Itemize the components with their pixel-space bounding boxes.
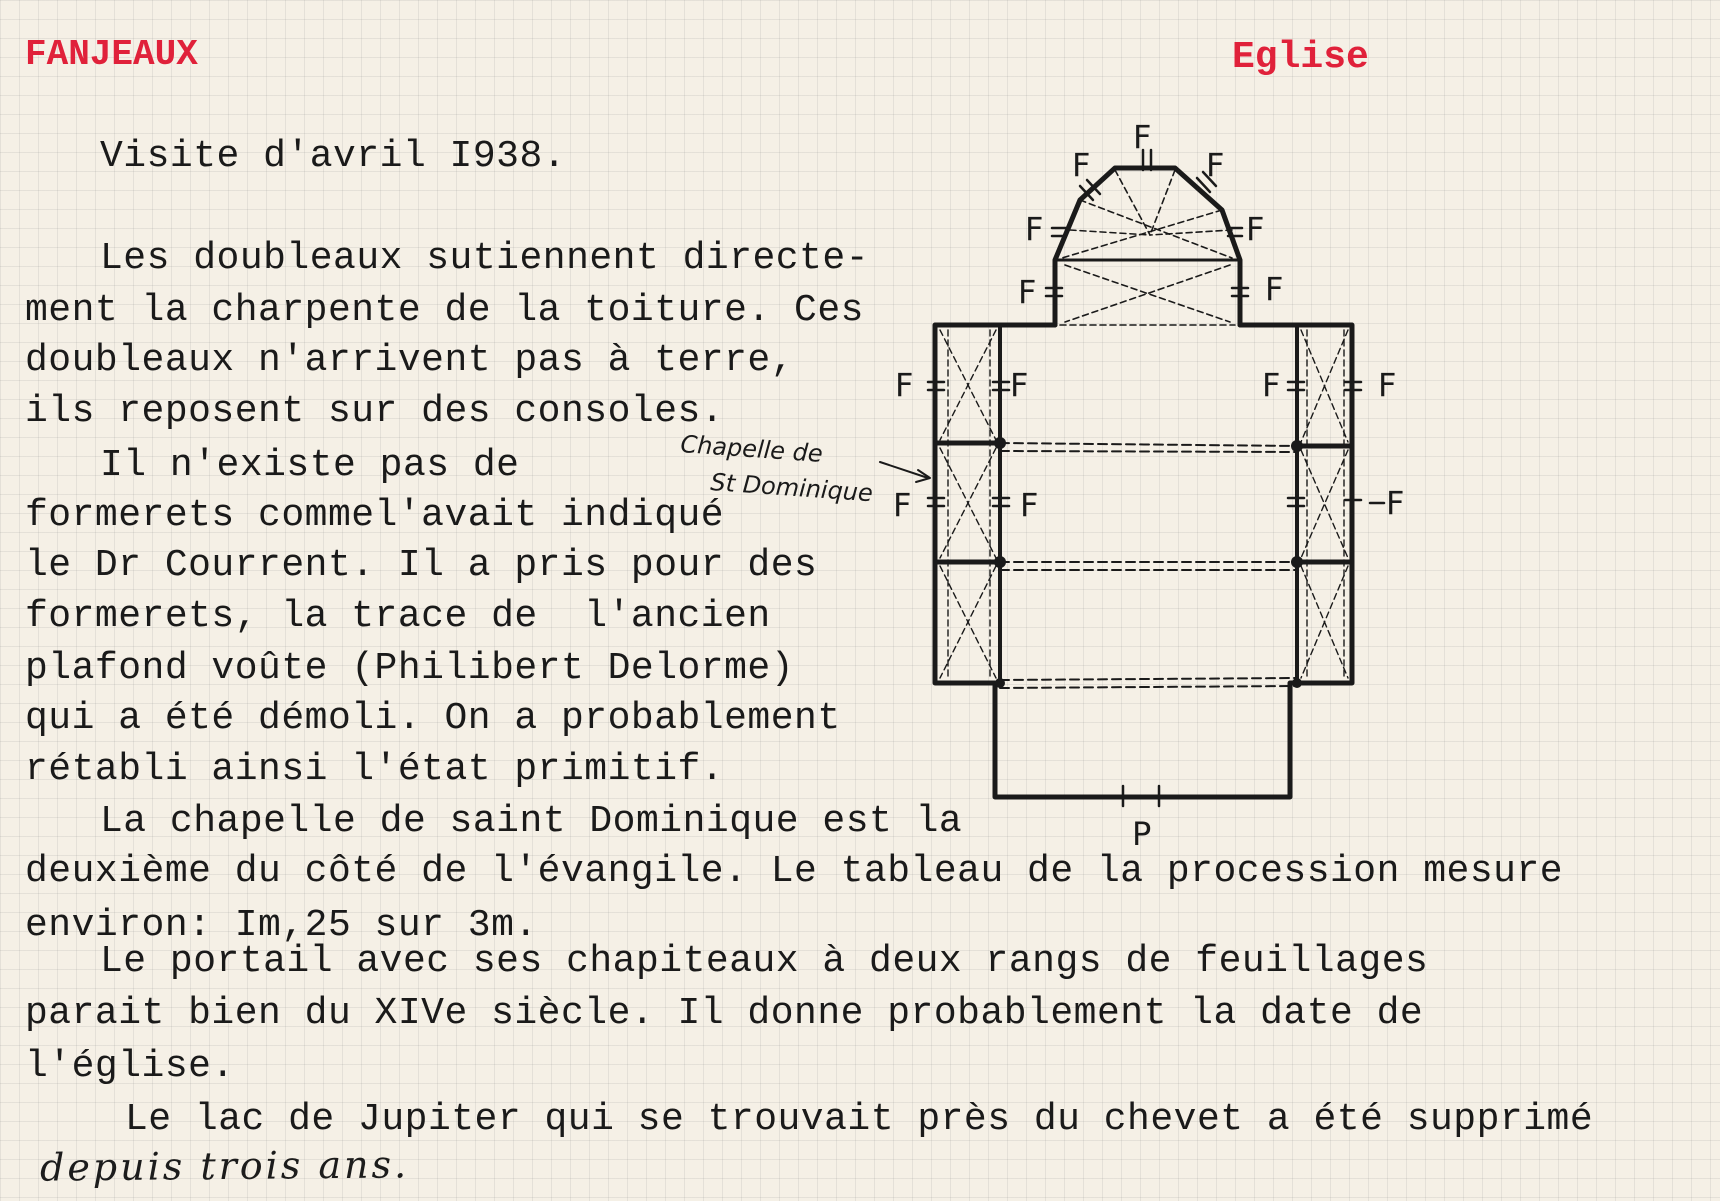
text-line: doubleaux n'arrivent pas à terre, [25, 339, 795, 382]
buttress-label: F [895, 366, 914, 404]
chapel-label-line2: St Dominique [709, 468, 874, 508]
text-line: Le lac de Jupiter qui se trouvait près du chevet a été supprimé [125, 1098, 1594, 1141]
text-line: Visite d'avril I938. [100, 135, 567, 178]
text-line: Le portail avec ses chapiteaux à deux rangs de feuillages [100, 940, 1429, 983]
text-line: environ: Im,25 sur 3m. [25, 904, 538, 947]
buttress-label: F [1133, 118, 1152, 156]
buttress-label: F [1025, 210, 1044, 248]
buttress-label: F [893, 486, 912, 524]
text-line: rétabli ainsi l'état primitif. [25, 748, 725, 791]
text-line: parait bien du XIVe siècle. Il donne probablement la date de [25, 992, 1424, 1035]
buttress-label: F [1246, 210, 1265, 248]
text-line: deuxième du côté de l'évangile. Le tableau de la procession mesure [25, 850, 1564, 893]
buttress-label: F [1206, 146, 1225, 184]
text-line: Il n'existe pas de [100, 444, 520, 487]
text-line: qui a été démoli. On a probablement [25, 697, 841, 740]
portal-label: P [1132, 815, 1152, 853]
handwritten-note: depuis trois ans. [39, 1142, 410, 1190]
text-line: l'église. [25, 1045, 235, 1088]
text-line: ment la charpente de la toiture. Ces [25, 289, 864, 332]
buttress-label: F [1072, 146, 1091, 184]
chapel-label-line1: Chapelle de [679, 430, 824, 468]
text-line: plafond voûte (Philibert Delorme) [25, 647, 795, 690]
text-line: le Dr Courrent. Il a pris pour des [25, 544, 818, 587]
buttress-label: F [1010, 366, 1029, 404]
buttress-label: F [1386, 484, 1405, 522]
text-line: formerets commel'avait indiqué [25, 494, 725, 537]
buttress-label: F [1018, 273, 1037, 311]
text-line: Les doubleaux sutiennent directe- [100, 237, 870, 280]
subject-heading: Eglise [1232, 36, 1369, 79]
buttress-label: F [1020, 486, 1039, 524]
place-heading: FANJEAUX [25, 34, 198, 75]
text-line: ils reposent sur des consoles. [25, 390, 725, 433]
buttress-label: F [1265, 270, 1284, 308]
buttress-label: F [1378, 366, 1397, 404]
chapel-pointer-arrow [880, 462, 928, 478]
apse-outline [1055, 168, 1240, 325]
buttress-label: F [1262, 366, 1281, 404]
text-line: formerets, la trace de l'ancien [25, 595, 771, 638]
text-line: La chapelle de saint Dominique est la [100, 800, 963, 843]
